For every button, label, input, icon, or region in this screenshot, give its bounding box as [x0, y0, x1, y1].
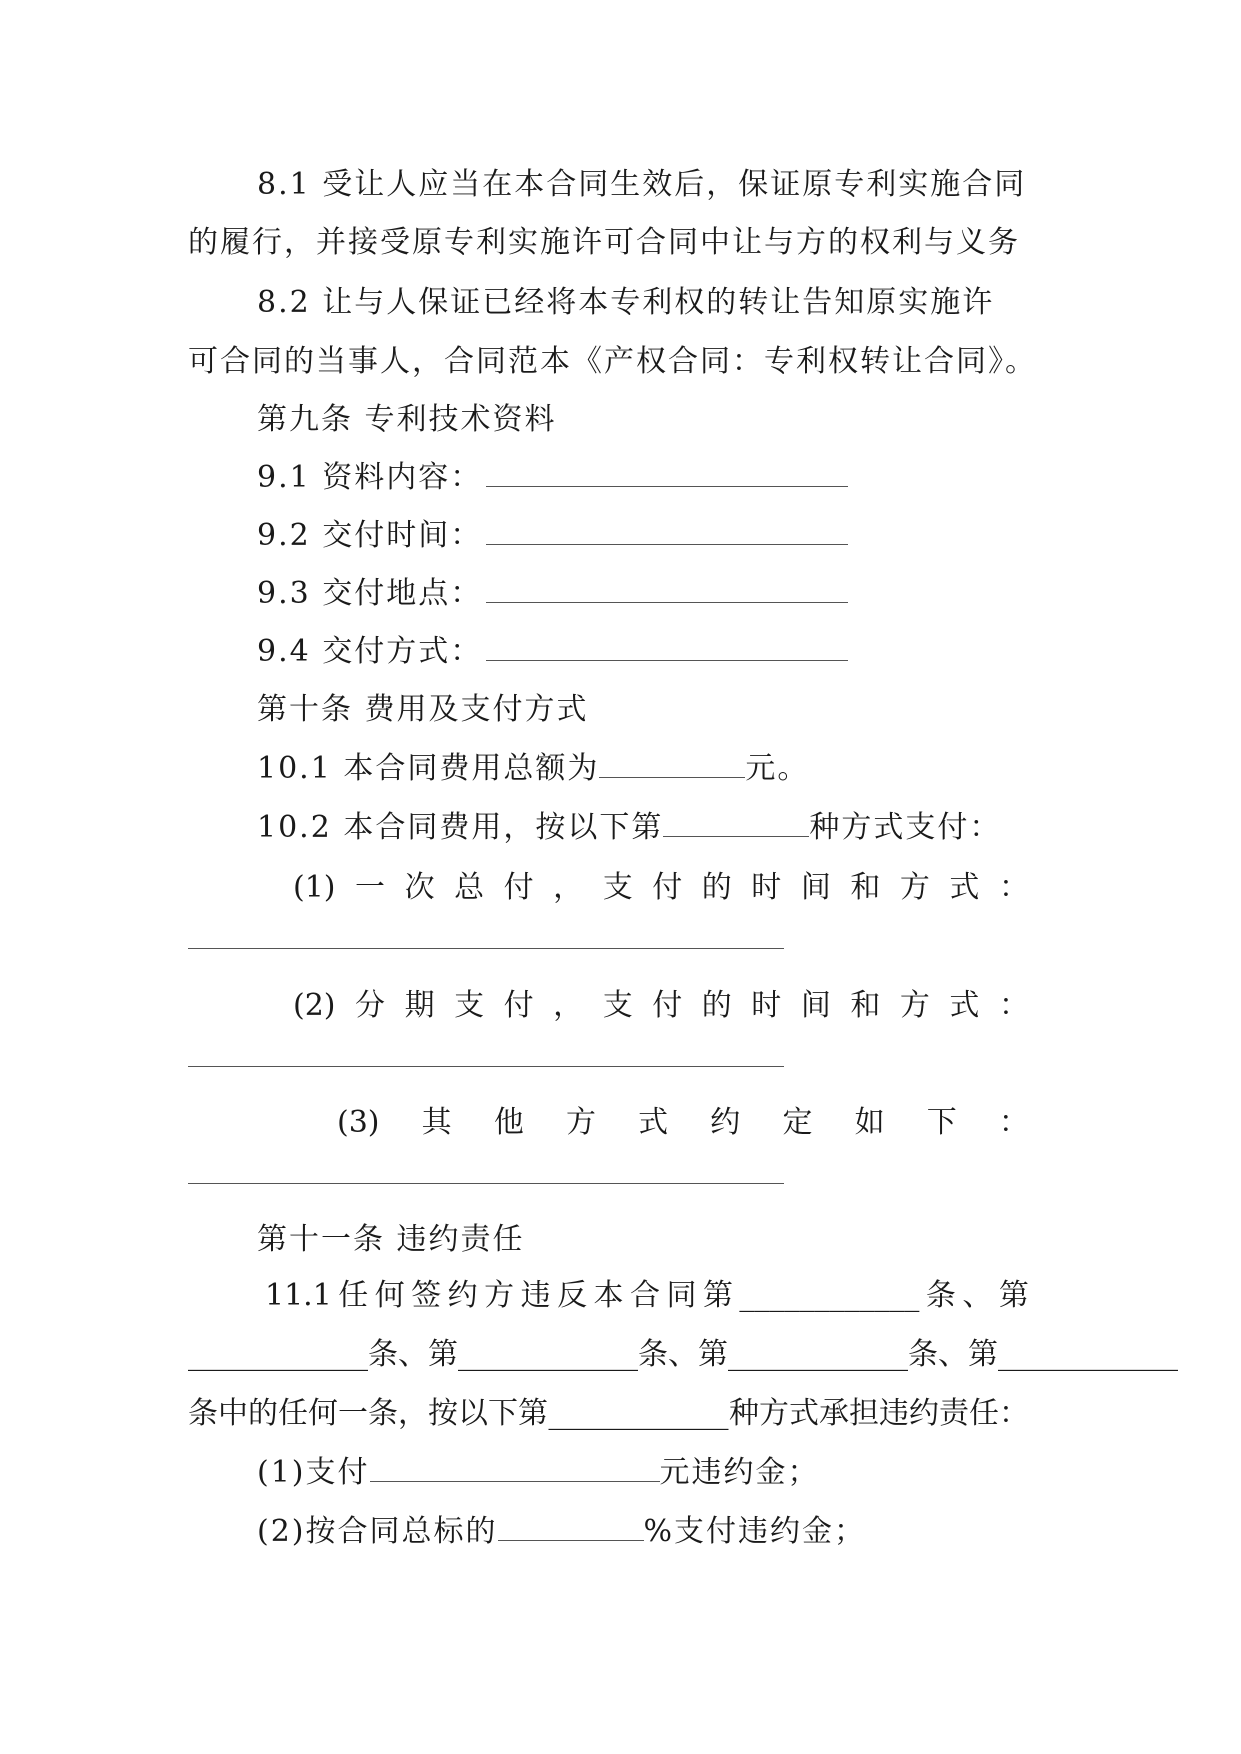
c11-token: 合 [630, 1278, 661, 1313]
opt-char: 间 [800, 988, 831, 1023]
opt-char: 式 [949, 988, 980, 1023]
opt-char: 如 [854, 1105, 885, 1140]
c11-token: 同 [666, 1278, 697, 1313]
clause-10-2-post: 种方式支付： [809, 810, 1002, 845]
clause-9-4 [257, 632, 848, 672]
clause-10-1 [257, 749, 809, 789]
opt-char: 和 [850, 988, 881, 1023]
clause-10-2 [257, 808, 1001, 848]
fill-blank[interactable]: ____________ [458, 1337, 638, 1372]
c11-token: 何 [374, 1278, 405, 1313]
option-3-line [337, 1103, 1029, 1143]
fill-blank[interactable] [486, 458, 848, 487]
article-9-heading: 第九条 专利技术资料 [257, 402, 557, 437]
fill-blank-option-3[interactable] [188, 1183, 784, 1184]
fill-blank[interactable] [486, 516, 848, 545]
clause-10-2-pre: 10.2 本合同费用，按以下第 [257, 810, 664, 845]
fill-blank[interactable] [498, 1512, 644, 1541]
option-1-line [293, 868, 1029, 908]
opt-char: 支 [454, 988, 485, 1023]
penalty-2-pre: (2)按合同总标的 [257, 1514, 498, 1549]
fill-blank[interactable]: ____________ [739, 1278, 920, 1313]
fill-blank[interactable]: ____________ [998, 1337, 1178, 1372]
clause-9-4-label: 9.4 交付方式： [257, 634, 483, 669]
opt-char: 付 [503, 988, 534, 1023]
opt-char: (3) [337, 1105, 380, 1140]
opt-char: 时 [751, 870, 782, 905]
clause-9-1 [257, 458, 848, 498]
opt-char: 方 [565, 1105, 596, 1140]
clause-11-1-line-2 [188, 1335, 1178, 1375]
clause-8-2-line-1: 8.2 让与人保证已经将本专利权的转让告知原实施许 [257, 285, 995, 320]
clause-8-2-line-2: 可合同的当事人，合同范本《产权合同：专利权转让合同》。 [188, 344, 1037, 379]
opt-char: 总 [454, 870, 485, 905]
opt-char: 支 [602, 870, 633, 905]
penalty-2 [257, 1512, 866, 1552]
c11-token: 第 [998, 1278, 1029, 1313]
opt-char: 的 [701, 870, 732, 905]
opt-char: 分 [355, 988, 386, 1023]
opt-char: 他 [493, 1105, 524, 1140]
penalty-2-post: %支付违约金； [643, 1514, 867, 1549]
c11-token: 任 [338, 1278, 369, 1313]
clause-10-1-pre: 10.1 本合同费用总额为 [257, 751, 600, 786]
opt-char: (1) [293, 870, 336, 905]
c11-token: 11.1 [265, 1278, 332, 1313]
option-2-line [293, 986, 1029, 1026]
opt-char: 和 [850, 870, 881, 905]
penalty-1-post: 元违约金； [659, 1455, 820, 1490]
c11-token: 条 [925, 1278, 956, 1313]
opt-char: ， [553, 870, 584, 905]
c11-token: 违 [520, 1278, 551, 1313]
opt-char: 定 [782, 1105, 813, 1140]
article-10-heading: 第十条 费用及支付方式 [257, 692, 589, 727]
opt-char: 下 [926, 1105, 957, 1140]
c11-token: 条、第 [908, 1337, 998, 1372]
opt-char: ： [998, 988, 1029, 1023]
clause-9-3-label: 9.3 交付地点： [257, 576, 483, 611]
c11-token: 反 [557, 1278, 588, 1313]
fill-blank[interactable]: ____________ [188, 1337, 368, 1372]
c11-token: 条、第 [638, 1337, 728, 1372]
fill-blank[interactable] [486, 632, 848, 661]
fill-blank[interactable] [370, 1453, 660, 1482]
opt-char: 式 [949, 870, 980, 905]
penalty-1 [257, 1453, 820, 1493]
opt-char: ： [998, 1105, 1029, 1140]
article-11-heading: 第十一条 违约责任 [257, 1222, 525, 1257]
fill-blank[interactable] [663, 808, 809, 837]
clause-9-2-label: 9.2 交付时间： [257, 518, 483, 553]
clause-9-3 [257, 574, 848, 614]
opt-char: (2) [293, 988, 336, 1023]
clause-11-1-line-3 [188, 1394, 1029, 1434]
c11-token: 、 [962, 1278, 993, 1313]
opt-char: 方 [899, 870, 930, 905]
fill-blank[interactable] [599, 749, 745, 778]
clause-8-1-line-2: 的履行，并接受原专利实施许可合同中让与方的权利与义务 [188, 225, 1020, 260]
opt-char: 间 [800, 870, 831, 905]
fill-blank-option-1[interactable] [188, 948, 784, 949]
opt-char: 一 [355, 870, 386, 905]
penalty-1-pre: (1)支付 [257, 1455, 370, 1490]
c11-token: 条、第 [368, 1337, 458, 1372]
clause-8-1-line-1: 8.1 受让人应当在本合同生效后，保证原专利实施合同 [257, 167, 1027, 202]
opt-char: 付 [652, 988, 683, 1023]
opt-char: 其 [421, 1105, 452, 1140]
opt-char: 支 [602, 988, 633, 1023]
opt-char: 时 [751, 988, 782, 1023]
opt-char: 期 [404, 988, 435, 1023]
fill-blank[interactable]: ____________ [728, 1337, 908, 1372]
c11-token: 种方式承担违约责任： [729, 1396, 1029, 1431]
c11-token: 第 [702, 1278, 733, 1313]
clause-9-2 [257, 516, 848, 556]
opt-char: 的 [701, 988, 732, 1023]
clause-9-1-label: 9.1 资料内容： [257, 460, 483, 495]
opt-char: 付 [503, 870, 534, 905]
c11-token: 方 [484, 1278, 515, 1313]
opt-char: ： [998, 870, 1029, 905]
opt-char: 付 [652, 870, 683, 905]
opt-char: 式 [638, 1105, 669, 1140]
c11-token: 本 [593, 1278, 624, 1313]
fill-blank[interactable] [486, 574, 848, 603]
fill-blank[interactable]: ____________ [548, 1396, 729, 1431]
c11-token: 签 [411, 1278, 442, 1313]
opt-char: 次 [404, 870, 435, 905]
c11-token: 约 [447, 1278, 478, 1313]
opt-char: ， [553, 988, 584, 1023]
opt-char: 方 [899, 988, 930, 1023]
fill-blank-option-2[interactable] [188, 1066, 784, 1067]
clause-11-1-line-1 [265, 1276, 1029, 1316]
opt-char: 约 [710, 1105, 741, 1140]
clause-10-1-post: 元。 [745, 751, 810, 786]
c11-token: 条中的任何一条，按以下第 [188, 1396, 548, 1431]
